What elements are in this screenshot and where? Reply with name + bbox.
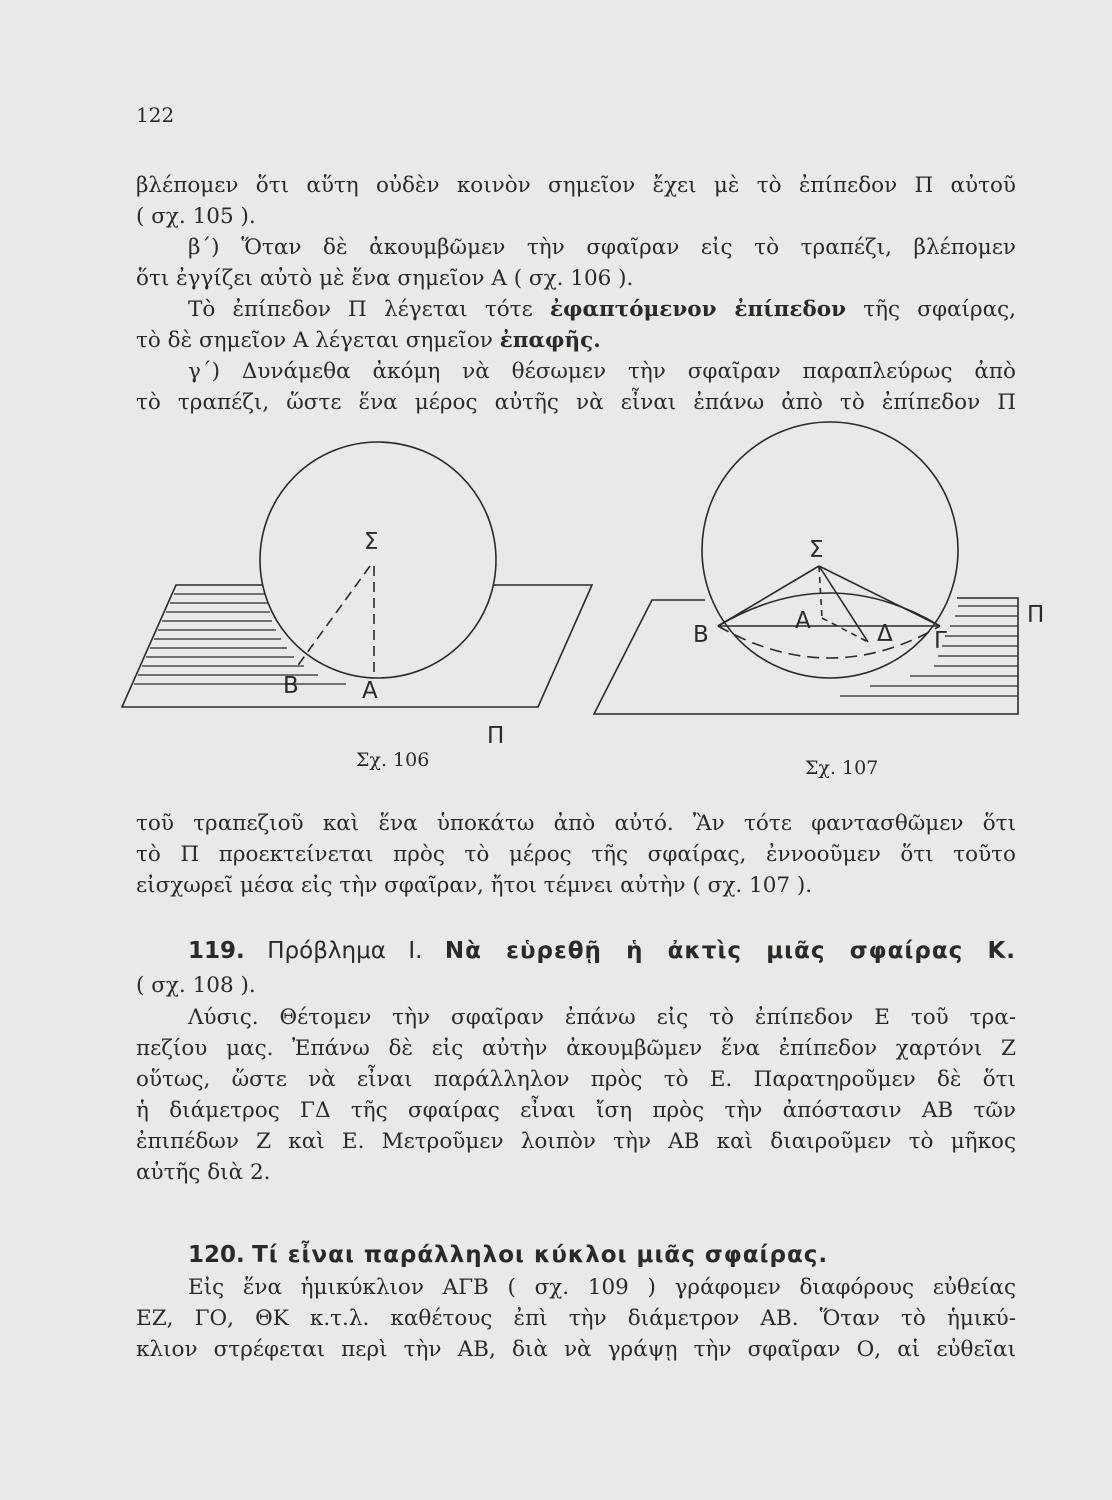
text-line: ΕΖ, ΓΟ, ΘΚ κ.τ.λ. καθέτους ἐπὶ τὴν διάμετρον ΑΒ. Ὅταν τὸ ἡμικύ-	[136, 1306, 1016, 1331]
text-line: κλιον στρέφεται περὶ τὴν ΑΒ, διὰ νὰ γράψῃ τὴν σφαῖραν Ο, αἱ εὐθεῖαι	[136, 1337, 1016, 1362]
figure-106	[122, 442, 592, 707]
label-a: Α	[795, 608, 811, 634]
text-line: Εἰς ἕνα ἡμικύκλιον ΑΓΒ ( σχ. 109 ) γράφομεν διαφόρους εὐθείας	[188, 1275, 1016, 1300]
text-line: βλέπομεν ὅτι αὕτη οὐδὲν κοινὸν σημεῖον ἔχει μὲ τὸ ἐπίπεδον Π αὐτοῦ	[136, 173, 1016, 198]
text-line: οὕτως, ὥστε νὰ εἶναι παράλληλον πρὸς τὸ Ε. Παρατηροῦμεν δὲ ὅτι	[136, 1067, 1016, 1092]
text-span: τὸ δὲ σημεῖον Α λέγεται σημεῖον	[136, 328, 500, 353]
text-line: γ΄) Δυνάμεθα ἀκόμη νὰ θέσωμεν τὴν σφαῖραν παραπλεύρως ἀπὸ	[188, 359, 1016, 384]
text-line: εἰσχωρεῖ μέσα εἰς τὴν σφαῖραν, ἤτοι τέμνει αὐτὴν ( σχ. 107 ).	[136, 873, 813, 898]
page-number: 122	[136, 103, 175, 127]
text-line: ( σχ. 108 ).	[136, 973, 256, 998]
text-line: ( σχ. 105 ).	[136, 204, 256, 229]
label-plane: Π	[1027, 602, 1045, 628]
paragraph-6	[136, 1002, 1016, 1188]
text-line: τὸ Π προεκτείνεται πρὸς τὸ μέρος τῆς σφαίρας, ἐννοοῦμεν ὅτι τοῦτο	[136, 842, 1016, 867]
text-line: τὸ τραπέζι, ὥστε ἕνα μέρος αὐτῆς νὰ εἶναι ἐπάνω ἀπὸ τὸ ἐπίπεδον Π	[136, 390, 1016, 415]
section-120-heading	[136, 1238, 1016, 1272]
term-contact-point: ἐπαφῆς.	[499, 328, 601, 353]
section-title: Νὰ εὑρεθῇ ἡ ἀκτὶς μιᾶς σφαίρας Κ.	[444, 938, 1017, 964]
label-g: Γ	[934, 628, 947, 654]
text-line: ὅτι ἐγγίζει αὐτὸ μὲ ἕνα σημεῖον Α ( σχ. 106 ).	[136, 266, 634, 291]
figure-107-caption: Σχ. 107	[805, 757, 879, 779]
label-b: Β	[283, 673, 299, 699]
text-line: β΄) Ὅταν δὲ ἀκουμβῶμεν τὴν σφαῖραν εἰς τὸ τραπέζι, βλέπομεν	[188, 235, 1016, 260]
text-line: Λύσις. Θέτομεν τὴν σφαῖραν ἐπάνω εἰς τὸ ἐπίπεδον Ε τοῦ τρα-	[188, 1005, 1016, 1030]
label-b: Β	[693, 622, 709, 648]
text-span: Τὸ ἐπίπεδον Π λέγεται τότε	[188, 297, 550, 322]
label-d: Δ	[877, 621, 893, 647]
text-line	[136, 1238, 1016, 1272]
sphere	[260, 442, 496, 678]
paragraph-5	[136, 808, 1016, 901]
label-plane: Π	[487, 723, 505, 749]
label-a: Α	[362, 678, 378, 704]
text-line: αὐτῆς διὰ 2.	[136, 1160, 271, 1185]
problem-label: Πρόβλημα Ι.	[267, 938, 423, 964]
figure-107	[594, 422, 1018, 714]
text-line: ἐπιπέδων Ζ καὶ Ε. Μετροῦμεν λοιπὸν τὴν ΑΒ καὶ διαιροῦμεν τὸ μῆκος	[136, 1129, 1016, 1154]
text-line: ἡ διάμετρος ΓΔ τῆς σφαίρας εἶναι ἴση πρὸς τὴν ἀπόστασιν ΑΒ τῶν	[136, 1098, 1016, 1123]
text-span: τῆς σφαίρας,	[846, 297, 1017, 322]
figure-106-caption: Σχ. 106	[356, 749, 430, 771]
text-line	[136, 934, 1016, 968]
text-line: τοῦ τραπεζιοῦ καὶ ἕνα ὑποκάτω ἀπὸ αὐτό. Ἂν τότε φαντασθῶμεν ὅτι	[136, 811, 1016, 836]
text-line: πεζίου μας. Ἐπάνω δὲ εἰς αὐτὴν ἀκουμβῶμεν ἕνα ἐπίπεδον χαρτόνι Ζ	[136, 1036, 1016, 1061]
term-tangent-plane: ἐφαπτόμενον ἐπίπεδον	[549, 297, 847, 322]
section-title: Τί εἶναι παράλληλοι κύκλοι μιᾶς σφαίρας.	[252, 1242, 829, 1268]
section-119-heading	[136, 934, 1016, 968]
label-sigma: Σ	[809, 537, 824, 563]
sphere	[702, 422, 958, 678]
section-number: 120.	[188, 1242, 245, 1268]
paragraph-7	[136, 1272, 1016, 1365]
section-number: 119.	[188, 938, 245, 964]
section-119-ref	[136, 970, 1016, 1001]
label-sigma: Σ	[364, 529, 379, 555]
